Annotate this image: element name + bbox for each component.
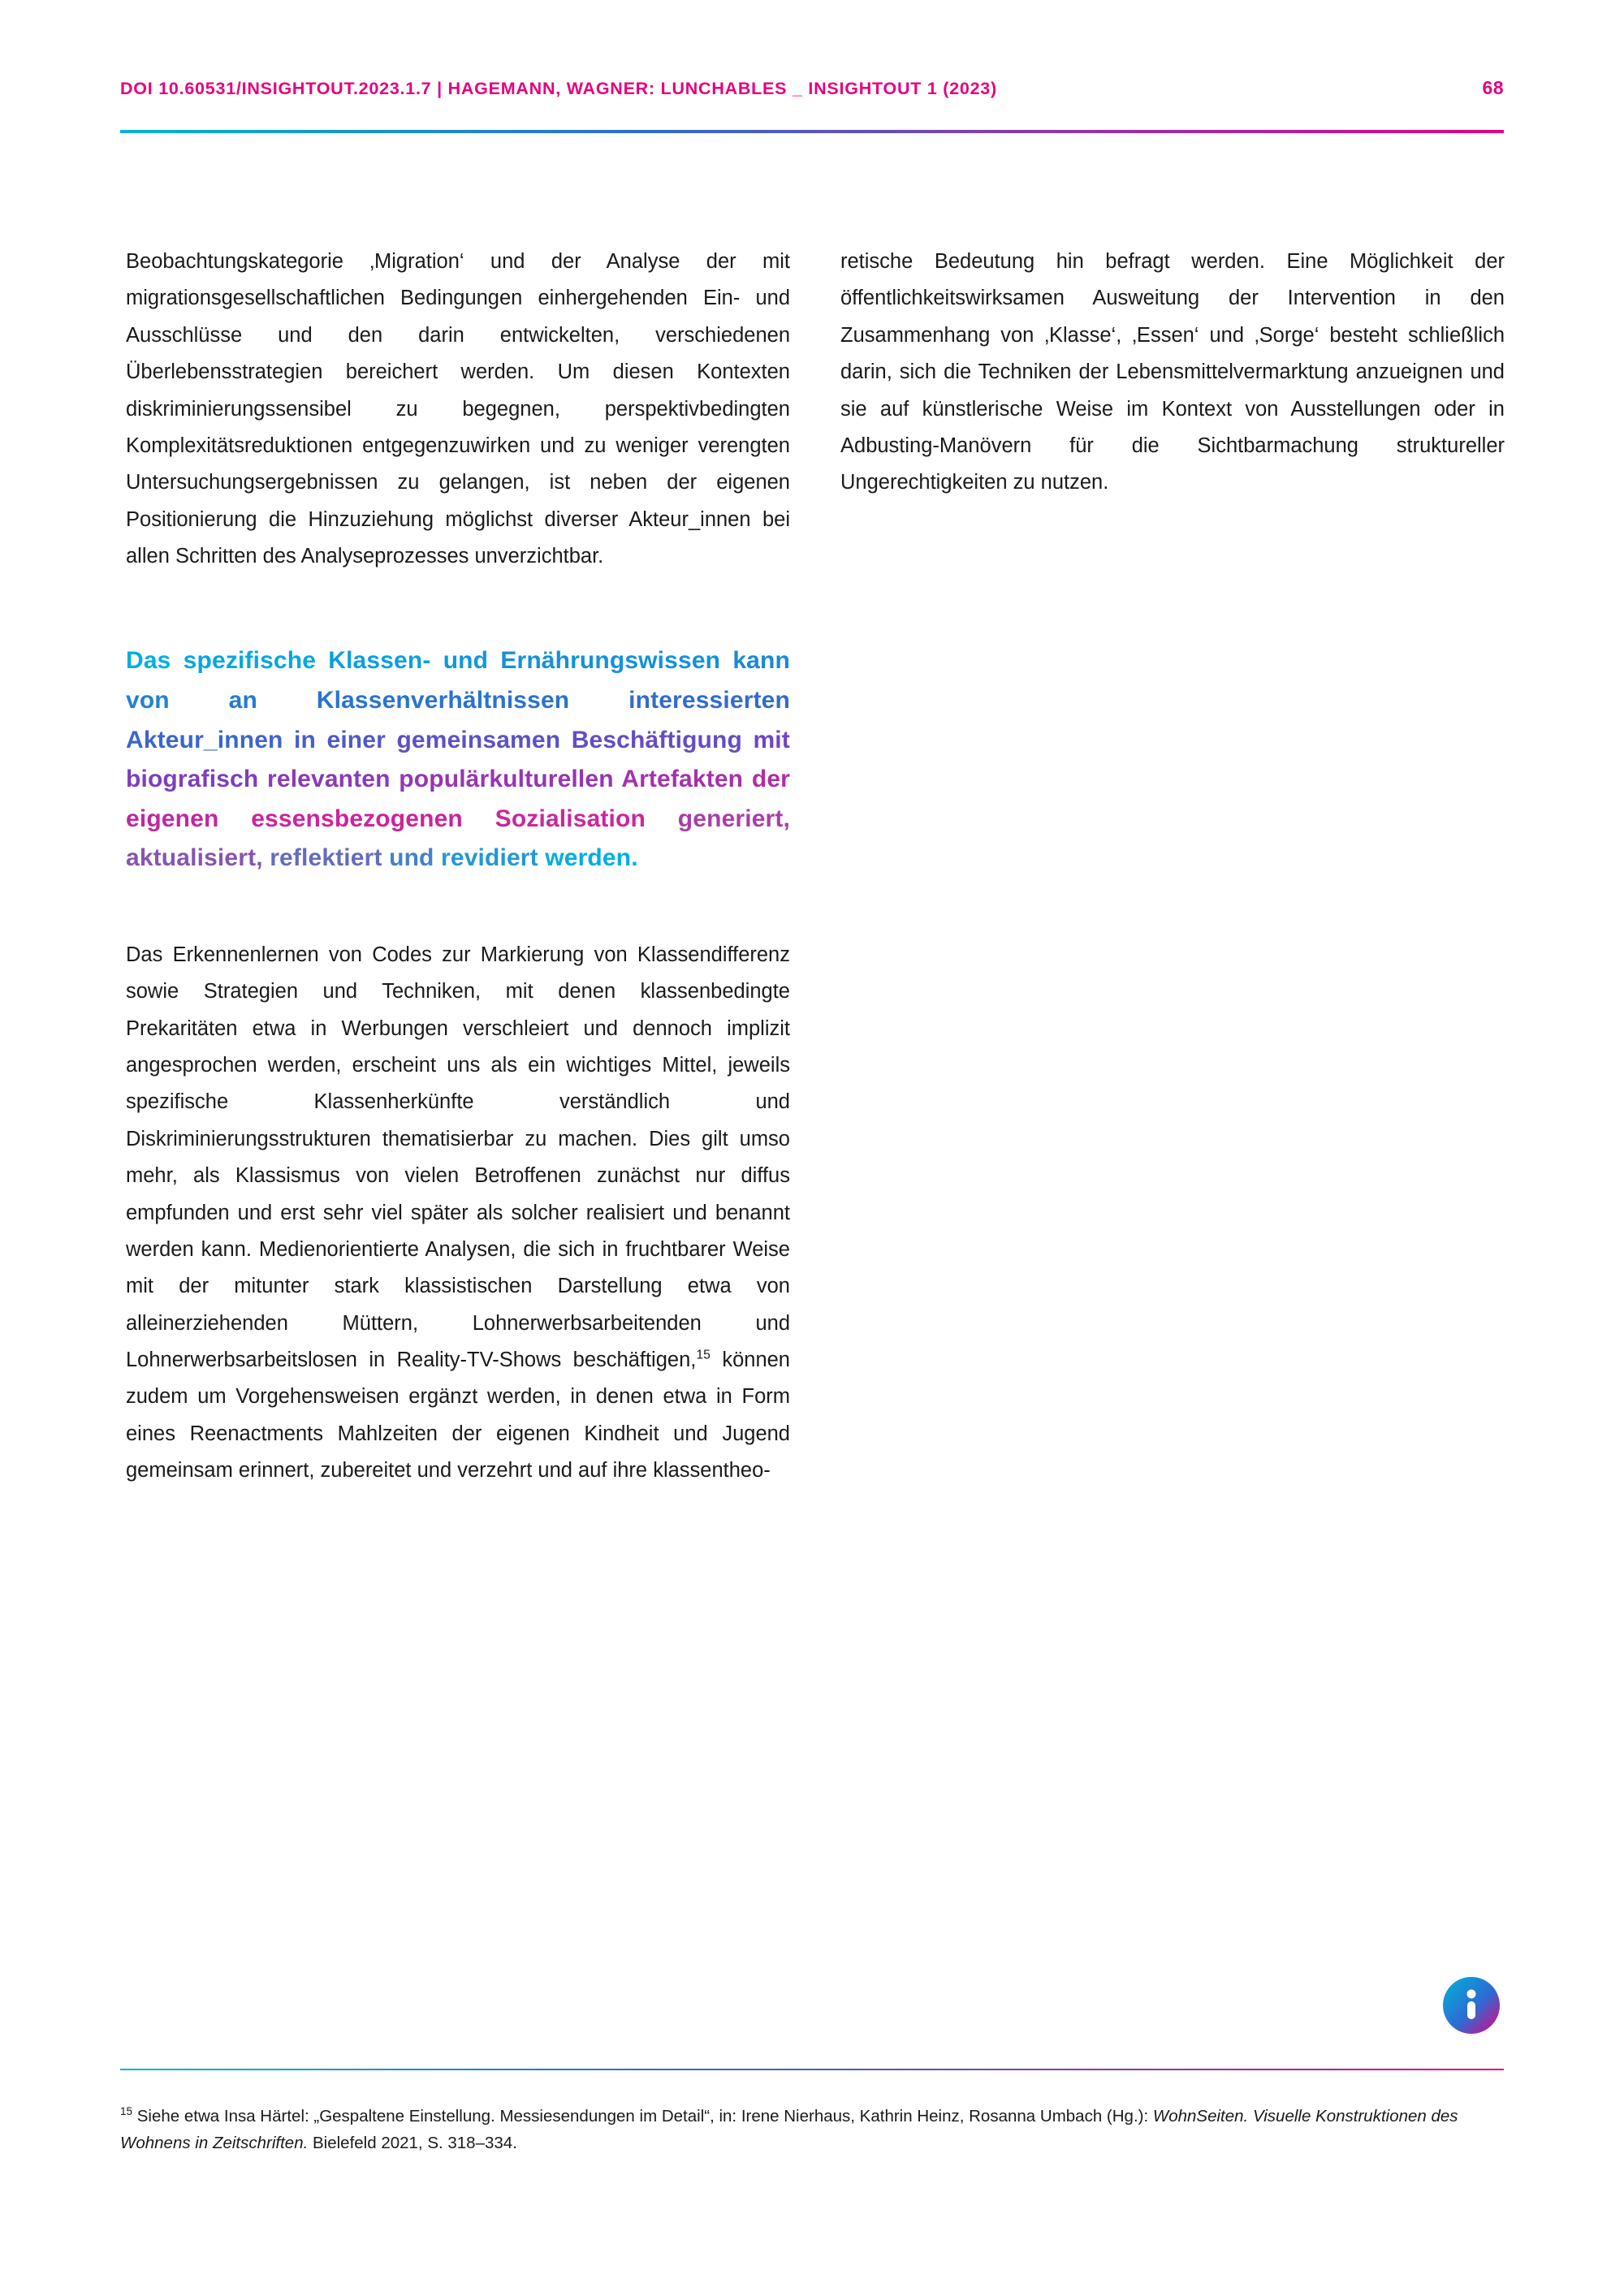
- left-column: [126, 244, 790, 1490]
- pull-quote-word: und: [443, 647, 489, 675]
- footnote-number: 15: [120, 2104, 133, 2117]
- pull-quote-word: einer: [326, 726, 386, 753]
- paragraph-left-2-part1: Das Erkennenlernen von Codes zur Markierung von Klassendifferenz sowie Strategien und Techniken, mit denen klassenbedingte Prekaritäten etwa in Werbungen verschleiert und dennoch implizit angesprochen werden, erscheint uns als ein wichtiges Mittel, jeweils spezifische Klassenherkünfte verständlich und Diskriminierungsstrukturen thematisierbar zu machen. Dies gilt umso mehr, als Klassismus von vielen Betroffenen zunächst nur diffus empfunden und erst sehr viel später als solcher realisiert und benannt werden kann. Medienorientierte Analysen, die sich in fruchtbarer Weise mit der mitunter stark klassistischen Darstellung etwa von alleinerziehenden Müttern, Lohnerwerbsarbeitenden und Lohnerwerbsarbeitslosen in Reality-TV-Shows beschäftigen,: [126, 943, 790, 1372]
- pull-quote-word: Artefakten: [621, 766, 744, 793]
- pull-quote-word: Sozialisation: [495, 805, 646, 832]
- pull-quote-word: kann: [732, 647, 790, 675]
- pull-quote-word: biografisch: [126, 766, 259, 793]
- pull-quote-word: Ernährungswissen: [500, 647, 721, 675]
- pull-quote-word: Das: [126, 647, 171, 675]
- pull-quote-word: und: [389, 844, 434, 872]
- pull-quote-word: Akteur_innen: [126, 726, 283, 753]
- pull-quote-word: relevanten: [267, 766, 391, 793]
- pull-quote-word: Beschäftigung: [571, 726, 742, 753]
- paragraph-left-2: [126, 937, 790, 1490]
- pull-quote-word: generiert,: [677, 805, 790, 832]
- pull-quote-word: aktualisiert,: [126, 844, 263, 872]
- footnote-15: [120, 2103, 1502, 2156]
- pull-quote-word: mit: [753, 726, 790, 753]
- footnote-text-before: Siehe etwa Insa Härtel: „Gespaltene Einstellung. Messiesendungen im Detail“, in: Irene Nierhaus, Kathrin Heinz, Rosanna Umbach (Hg.):: [132, 2106, 1153, 2126]
- pull-quote-word: reflektiert: [270, 844, 382, 872]
- right-column: [840, 244, 1505, 1490]
- pull-quote-word: an: [228, 686, 257, 714]
- pull-quote-word: gemeinsamen: [396, 726, 561, 753]
- pull-quote-word: werden.: [545, 844, 638, 872]
- pull-quote-word: spezifische: [183, 647, 317, 675]
- pull-quote-word: Klassen-: [328, 647, 431, 675]
- pull-quote-word: interessierten: [628, 686, 790, 714]
- pull-quote-word: essensbezogenen: [251, 805, 463, 832]
- pull-quote-word: eigenen: [126, 805, 219, 832]
- footnote-text-after: Bielefeld 2021, S. 318–334.: [308, 2133, 517, 2152]
- page-number: 68: [1482, 77, 1504, 98]
- pull-quote-word: revidiert: [441, 844, 538, 872]
- footnote-italic-title: WohnSeiten. Visuelle Konstruktionen des Wohnens in Zeitschriften.: [120, 2106, 1458, 2152]
- pull-quote-word: populärkulturellen: [399, 766, 614, 793]
- paragraph-left-1: Beobachtungskategorie ‚Migration‘ und der Analyse der mit migrationsgesellschaftlichen Bedingungen einhergehenden Ein- und Ausschlüsse und den darin entwickelten, verschiedenen Überlebensstrategien bereichert werden. Um diesen Kontexten diskriminierungssensibel zu begegnen, perspektivbedingten Komplexitätsreduktionen entgegenzuwirken und zu weniger verengten Untersuchungsergebnissen zu gelangen, ist neben der eigenen Positionierung die Hinzuziehung möglichst diverser Akteur_innen bei allen Schritten des Analyseprozesses unverzichtbar.: [126, 250, 790, 568]
- header-citation: DOI 10.60531/INSIGHTOUT.2023.1.7 | HAGEMANN, WAGNER: LUNCHABLES _ INSIGHTOUT 1 (2023): [120, 79, 997, 98]
- insightout-logo-icon: [1442, 1976, 1501, 2035]
- pull-quote: [126, 641, 790, 878]
- pull-quote-word: Klassenverhältnissen: [316, 686, 570, 714]
- pull-quote-word: von: [126, 686, 170, 714]
- paragraph-right-1: retische Bedeutung hin befragt werden. Eine Möglichkeit der öffentlichkeitswirksamen Ausweitung der Intervention in den Zusammenhang von ‚Klasse‘, ‚Essen‘ und ‚Sorge‘ besteht schließlich darin, sich die Techniken der Lebensmittelvermarktung anzueignen und sie auf künstlerische Weise im Kontext von Ausstellungen oder in Adbusting-Manövern für die Sichtbarmachung struktureller Ungerechtigkeiten zu nutzen.: [840, 250, 1505, 494]
- paragraph-left-2-part2: können zudem um Vorgehensweisen ergänzt werden, in denen etwa in Form eines Reenactments Mahlzeiten der eigenen Kindheit und Jugend gemeinsam erinnert, zubereitet und verzehrt und auf ihre klassentheo-: [126, 1349, 790, 1482]
- pull-quote-word: in: [294, 726, 316, 753]
- header-divider: [120, 130, 1504, 133]
- body-columns: [126, 244, 1506, 1490]
- pull-quote-word: der: [751, 766, 790, 793]
- footnote-divider: [120, 2069, 1504, 2070]
- footnote-reference-15[interactable]: 15: [696, 1348, 710, 1362]
- page-header: [120, 77, 1504, 99]
